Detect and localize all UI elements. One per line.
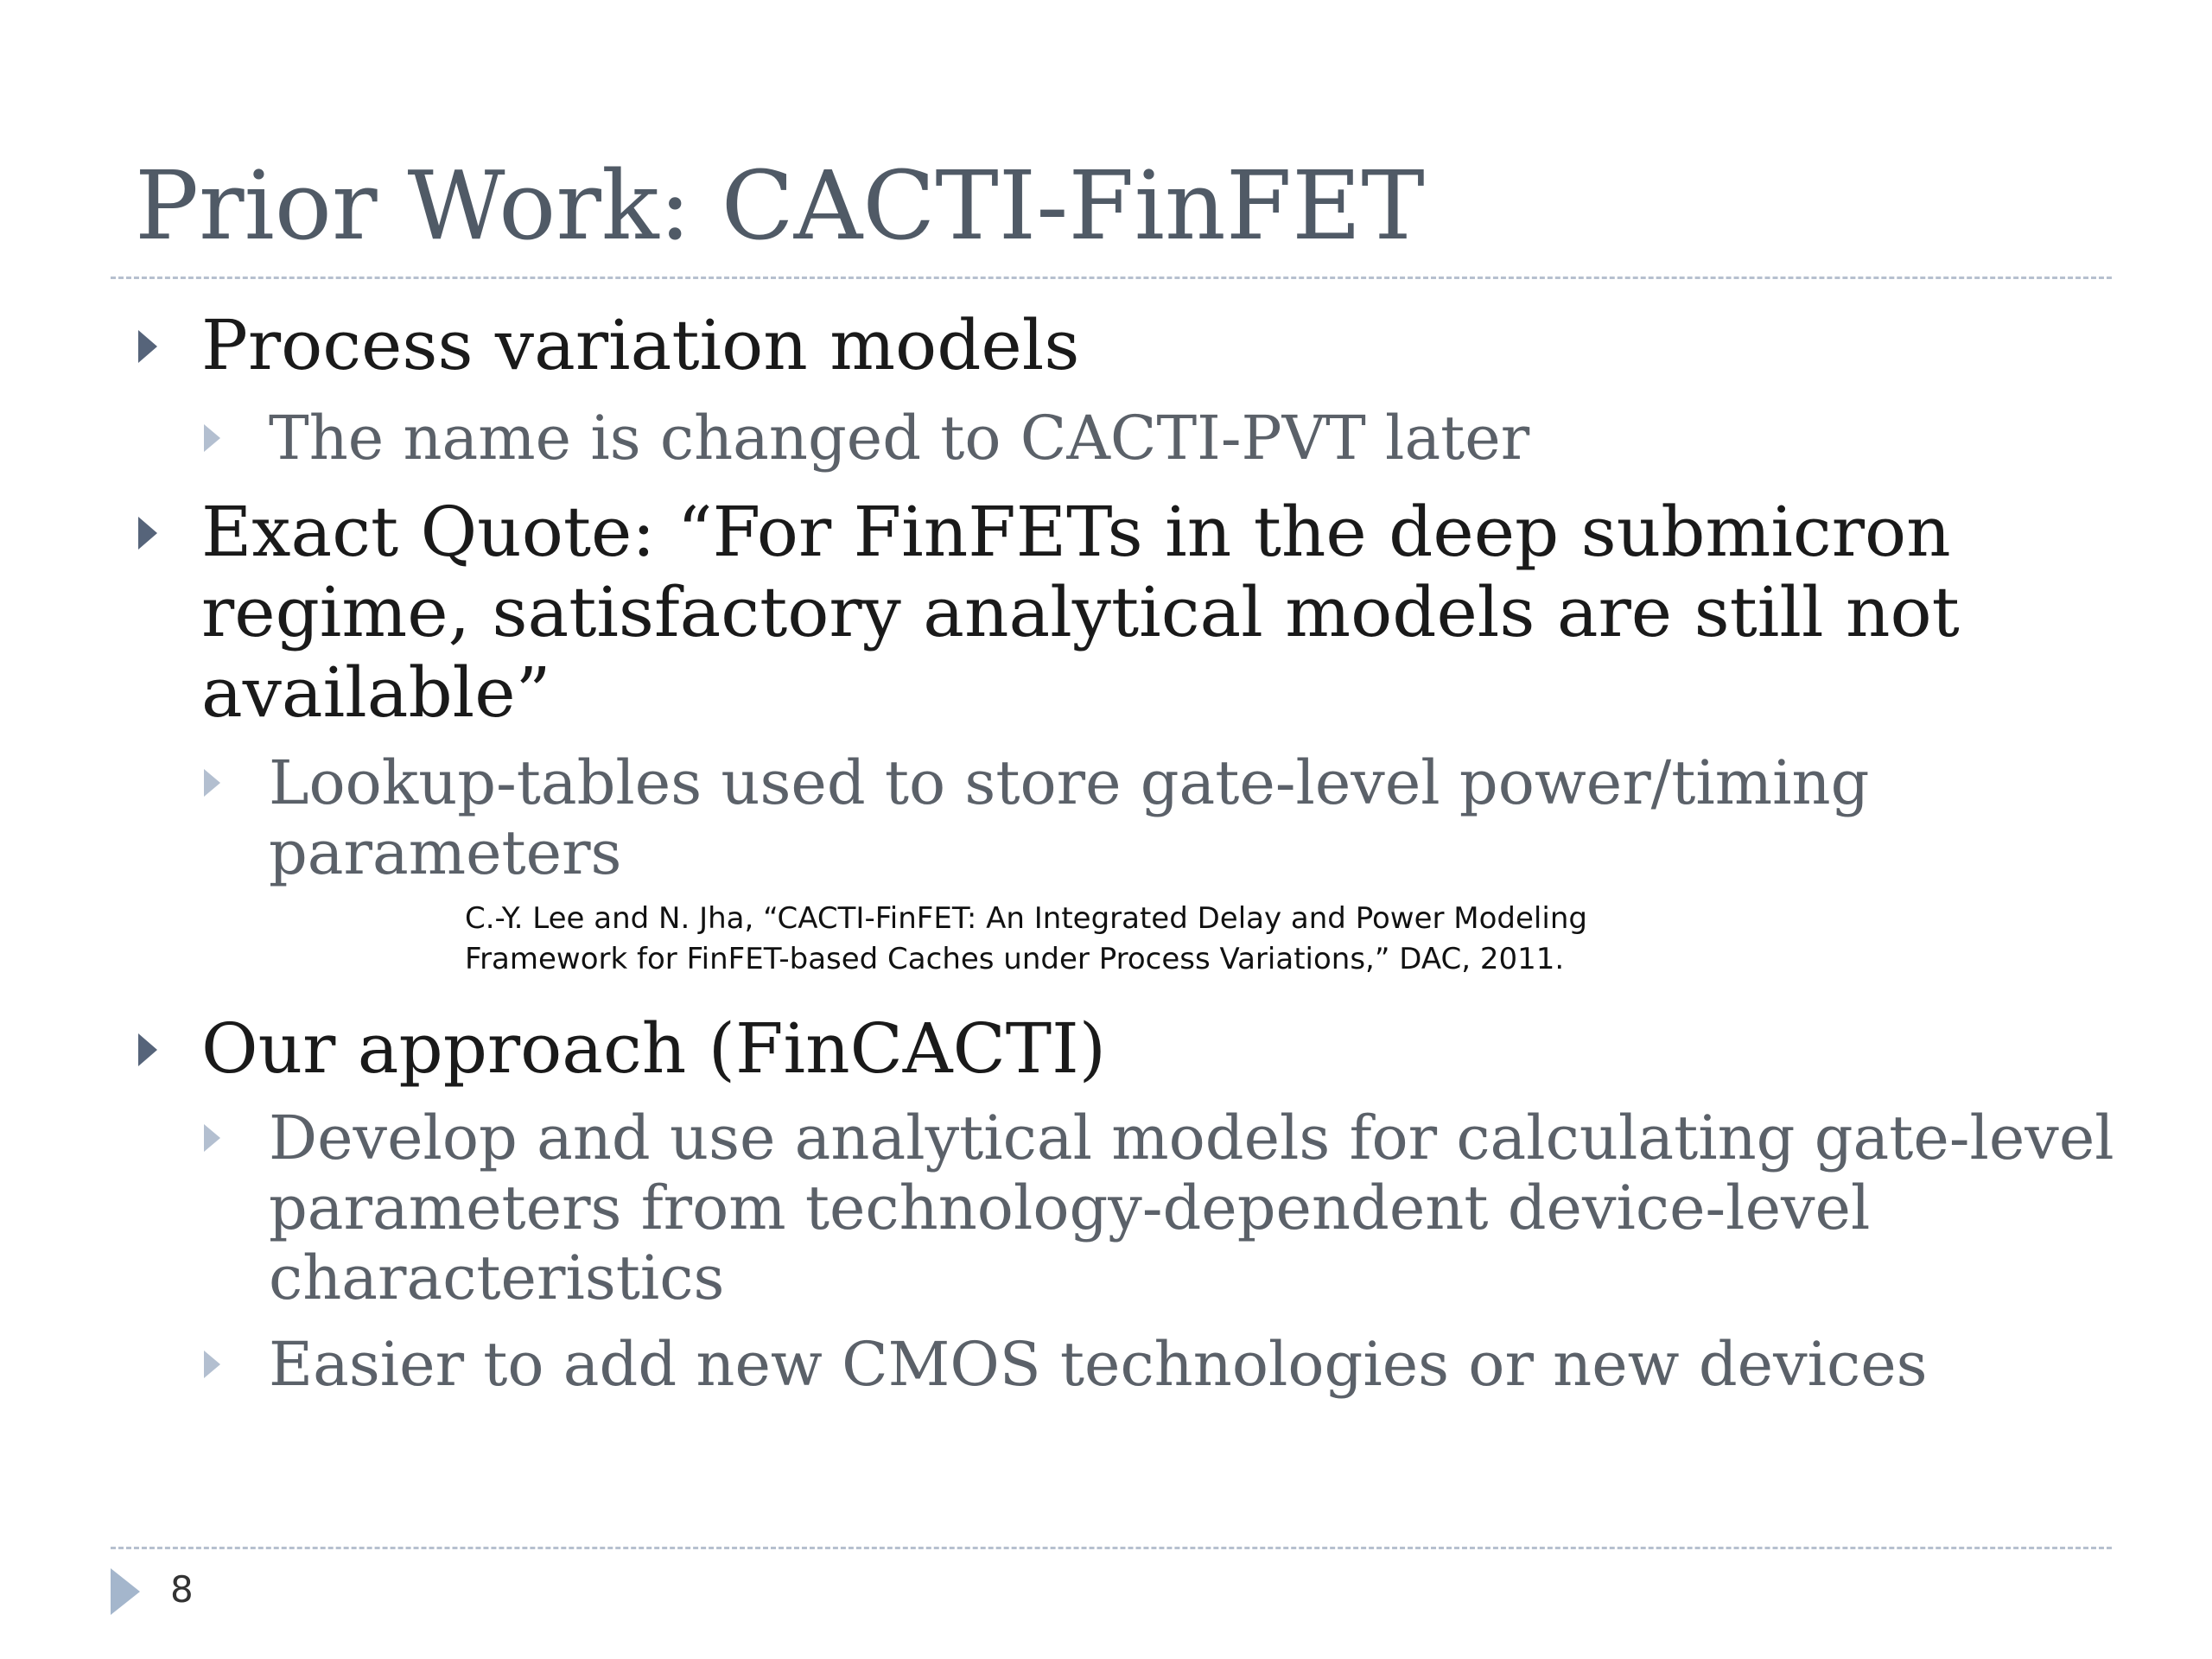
- citation-line-2: Framework for FinFET-based Caches under Process Variations,” DAC, 2011.: [465, 942, 1565, 976]
- title-divider: [111, 276, 2112, 279]
- sub-bullet-lookup-tables: Lookup-tables used to store gate-level power/timing parameters: [269, 747, 1870, 888]
- bullet-triangle-icon: [138, 1033, 157, 1066]
- footer-triangle-icon: [111, 1568, 140, 1615]
- slide-title: Prior Work: CACTI-FinFET: [135, 150, 1425, 261]
- bullet-our-approach: Our approach (FinCACTI): [201, 1008, 1106, 1089]
- page-number: 8: [170, 1568, 194, 1611]
- bullet-triangle-icon: [138, 330, 157, 363]
- sub-bullet-triangle-icon: [204, 1124, 220, 1152]
- sub-bullet-new-technologies: Easier to add new CMOS technologies or new devices: [269, 1329, 1928, 1400]
- footer-divider: [111, 1547, 2112, 1549]
- sub-bullet-triangle-icon: [204, 769, 220, 797]
- sub-bullet-analytical-models: Develop and use analytical models for calculating gate-level parameters from technology-dependent device-level characteristics: [269, 1103, 2114, 1313]
- citation: [465, 899, 1675, 980]
- bullet-triangle-icon: [138, 517, 157, 550]
- sub-bullet-triangle-icon: [204, 424, 220, 452]
- sub-bullet-triangle-icon: [204, 1351, 220, 1378]
- sub-bullet-cacti-pvt: The name is changed to CACTI-PVT later: [269, 403, 1530, 474]
- citation-line-1: C.-Y. Lee and N. Jha, “CACTI-FinFET: An Integrated Delay and Power Modeling: [465, 901, 1587, 936]
- bullet-process-variation: Process variation models: [201, 305, 1080, 385]
- bullet-exact-quote: Exact Quote: “For FinFETs in the deep submicron regime, satisfactory analytical models are still not available”: [201, 492, 1960, 733]
